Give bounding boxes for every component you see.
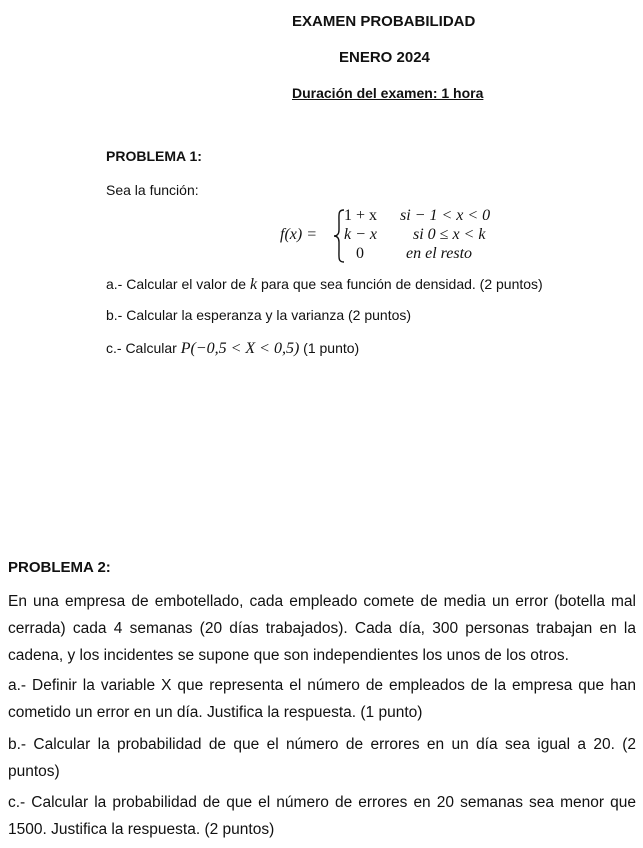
item-a-var: k [249,276,258,293]
item-c-math: P(−0,5 < X < 0,5) [180,340,300,357]
case-3-cond: en el resto [406,245,473,262]
exam-duration: Duración del examen: 1 hora [292,85,484,101]
item-a-suffix: para que sea función de densidad. (2 puntos) [257,276,543,292]
case-3-expr: 0 [356,245,364,262]
exam-date: ENERO 2024 [339,49,430,66]
piecewise-function [280,206,520,264]
problem1-item-b: b.- Calcular la esperanza y la varianza (2 puntos) [106,307,412,323]
case-2-expr: k − x [344,226,377,243]
case-2-cond: si 0 ≤ x < k [413,226,486,243]
exam-title: EXAMEN PROBABILIDAD [292,13,476,30]
problem2-item-c: c.- Calcular la probabilidad de que el número de errores en 20 semanas sea menor que 1500. Justifica la respuesta. (2 puntos) [8,794,636,838]
item-a-prefix: a.- Calcular el valor de [106,276,250,292]
problem2-item-a: a.- Definir la variable X que representa el número de empleados de la empresa que han cometido un error en un día. Justifica la respuesta. (1 punto) [8,677,636,721]
problem2-heading: PROBLEMA 2: [8,559,111,576]
problem2-intro: En una empresa de embotellado, cada empleado comete de media un error (botella mal cerrada) cada 4 semanas (20 días trabajados). Cada día, 300 personas trabajan en la cadena, y los incidentes se supone que son independientes los unos de los otros. [8,593,636,664]
function-lhs: f(x) = [280,226,317,243]
item-c-suffix: (1 punto) [299,340,360,356]
case-1-expr: 1 + x [344,207,378,224]
problem1-item-c [106,339,359,358]
problem2-item-b: b.- Calcular la probabilidad de que el número de errores en un día sea igual a 20. (2 puntos) [8,736,636,780]
problem1-heading: PROBLEMA 1: [106,148,202,164]
problem1-intro: Sea la función: [106,182,199,198]
case-1-cond: si − 1 < x < 0 [400,207,491,224]
problem1-item-a [106,275,543,294]
item-c-prefix: c.- Calcular [106,340,181,356]
